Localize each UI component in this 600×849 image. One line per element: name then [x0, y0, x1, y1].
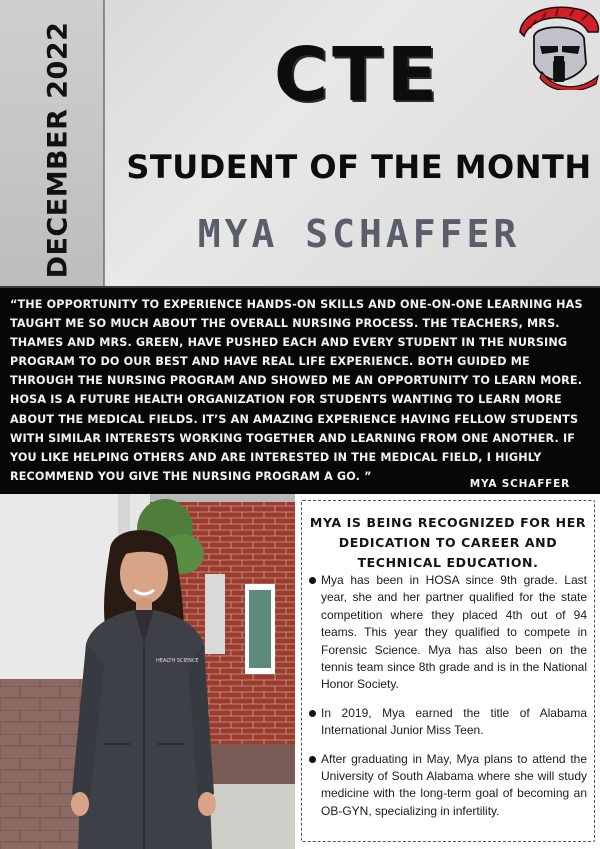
achievement-list — [309, 572, 587, 831]
award-title: STUDENT OF THE MONTH — [126, 148, 592, 186]
date-divider — [103, 0, 105, 288]
list-item: In 2019, Mya earned the title of Alabama International Junior Miss Teen. — [309, 705, 587, 740]
info-panel — [295, 494, 600, 849]
program-title: CTE — [273, 32, 442, 118]
student-quote: “THE OPPORTUNITY TO EXPERIENCE HANDS-ON SKILLS AND ONE-ON-ONE LEARNING HAS TAUGHT ME SO MUCH ABOUT THE OVERALL NURSING PROCESS. THE TEACHERS, MRS. THAMES AND MRS. GREEN, HAVE PUSHED EACH AND EVERY STUDENT IN THE NURSING PROGRAM TO DO OUR BEST AND HAVE REAL LIFE EXPERIENCE. BOTH GUIDED ME THROUGH THE NURSING PROGRAM AND SHOWED ME AN OPPORTUNITY TO LEARN MORE. HOSA IS A FUTURE HEALTH ORGANIZATION FOR STUDENTS WANTING TO LEARN MORE ABOUT THE MEDICAL FIELDS. IT’S AN AMAZING EXPERIENCE HAVING FELLOW STUDENTS WITH SIMILAR INTERESTS WORKING TOGETHER AND LEARNING FROM ONE ANOTHER. IF YOU LIKE HELPING OTHERS AND ARE INTERESTED IN THE MEDICAL FIELD, I HIGHLY RECOMMEND YOU GIVE THE NURSING PROGRAM A GO. ” — [10, 298, 583, 483]
list-item: Mya has been in HOSA since 9th grade. Last year, she and her partner qualified for the state competition where they placed 4th out of 94 teams. This year they qualified to compete in Forensic Science. Mya has also been on the tennis team since 8th grade and is in the National Honor Society. — [309, 572, 587, 694]
recognition-heading: MYA IS BEING RECOGNIZED FOR HER DEDICATION TO CAREER AND TECHNICAL EDUCATION. — [309, 515, 587, 570]
coat-embroidery: HEALTH SCIENCE — [156, 658, 199, 664]
list-item: After graduating in May, Mya plans to attend the University of South Alabama where she will study medicine with the long-term goal of becoming an OB-GYN, specializing in infertility. — [309, 751, 587, 821]
issue-date: DECEMBER 2022 — [42, 21, 74, 279]
student-photo — [0, 494, 295, 849]
spartan-helmet-icon — [512, 2, 600, 90]
header-banner — [0, 0, 600, 288]
student-photo-illustration — [0, 494, 295, 849]
student-name: MYA SCHAFFER — [197, 212, 521, 256]
quote-section — [0, 288, 600, 494]
quote-author: MYA SCHAFFER — [469, 478, 570, 490]
